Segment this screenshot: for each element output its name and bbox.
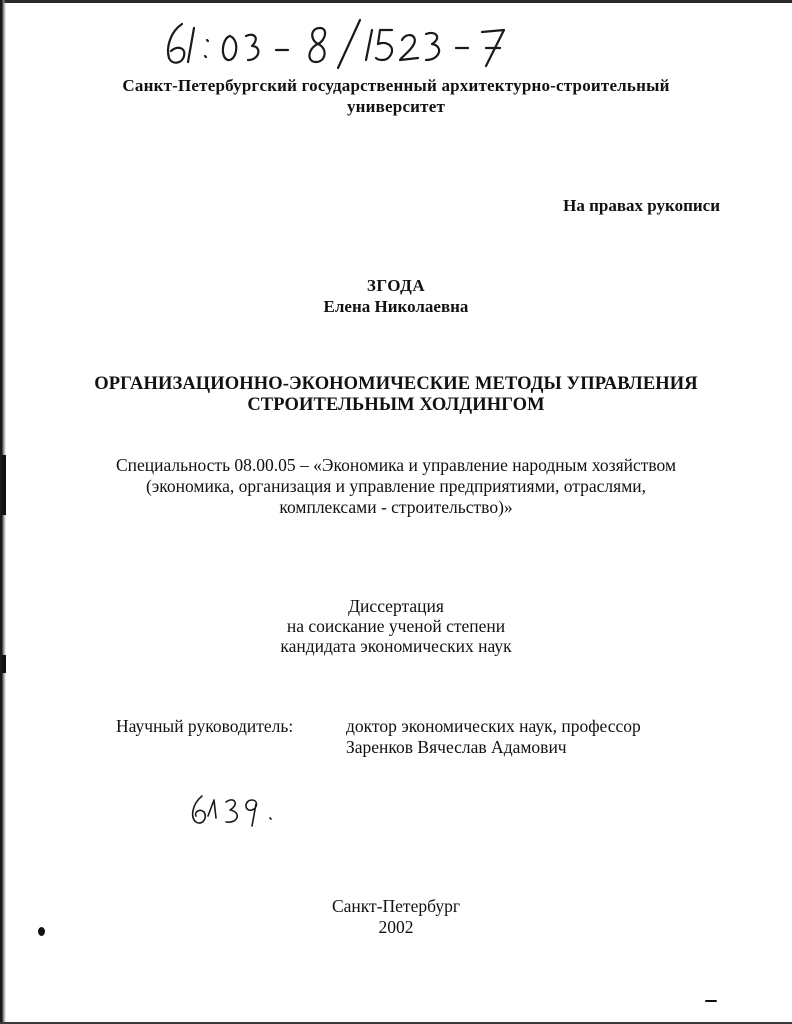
- scan-top-edge: [0, 0, 792, 3]
- place: Санкт-Петербург: [331, 896, 461, 916]
- university-line-2: университет: [346, 97, 446, 116]
- speciality-line-2: (экономика, организация и управление предприятиями, отраслями,: [145, 476, 647, 496]
- speciality-line-1: Специальность 08.00.05 – «Экономика и управление народным хозяйством: [115, 455, 677, 475]
- author-name: Елена Николаевна: [323, 297, 469, 316]
- university-line-1: Санкт-Петербургский государственный архитектурно-строительный: [122, 76, 670, 95]
- scan-speck: [38, 927, 45, 936]
- title-line-2: СТРОИТЕЛЬНЫМ ХОЛДИНГОМ: [247, 395, 545, 415]
- dissertation-line-3: кандидата экономических наук: [280, 636, 512, 656]
- supervisor-label: Научный руководитель:: [116, 716, 294, 736]
- dissertation-line-2: на соискание ученой степени: [286, 616, 506, 636]
- dissertation-line-1: Диссертация: [348, 596, 444, 616]
- rights-note: На правах рукописи: [563, 196, 720, 215]
- scan-edge-mark: [2, 655, 6, 673]
- supervisor-name: Заренков Вячеслав Адамович: [346, 737, 567, 757]
- scan-speck: [705, 1000, 717, 1002]
- speciality-line-3: комплексами - строительство)»: [279, 497, 513, 517]
- title-line-1: ОРГАНИЗАЦИОННО-ЭКОНОМИЧЕСКИЕ МЕТОДЫ УПРАВЛЕНИЯ: [94, 374, 698, 394]
- supervisor-degree: доктор экономических наук, профессор: [346, 716, 641, 736]
- handwritten-signature-mark: [186, 786, 286, 830]
- handwritten-archive-code: [160, 18, 530, 70]
- year: 2002: [378, 917, 414, 937]
- author-surname: ЗГОДА: [366, 276, 426, 295]
